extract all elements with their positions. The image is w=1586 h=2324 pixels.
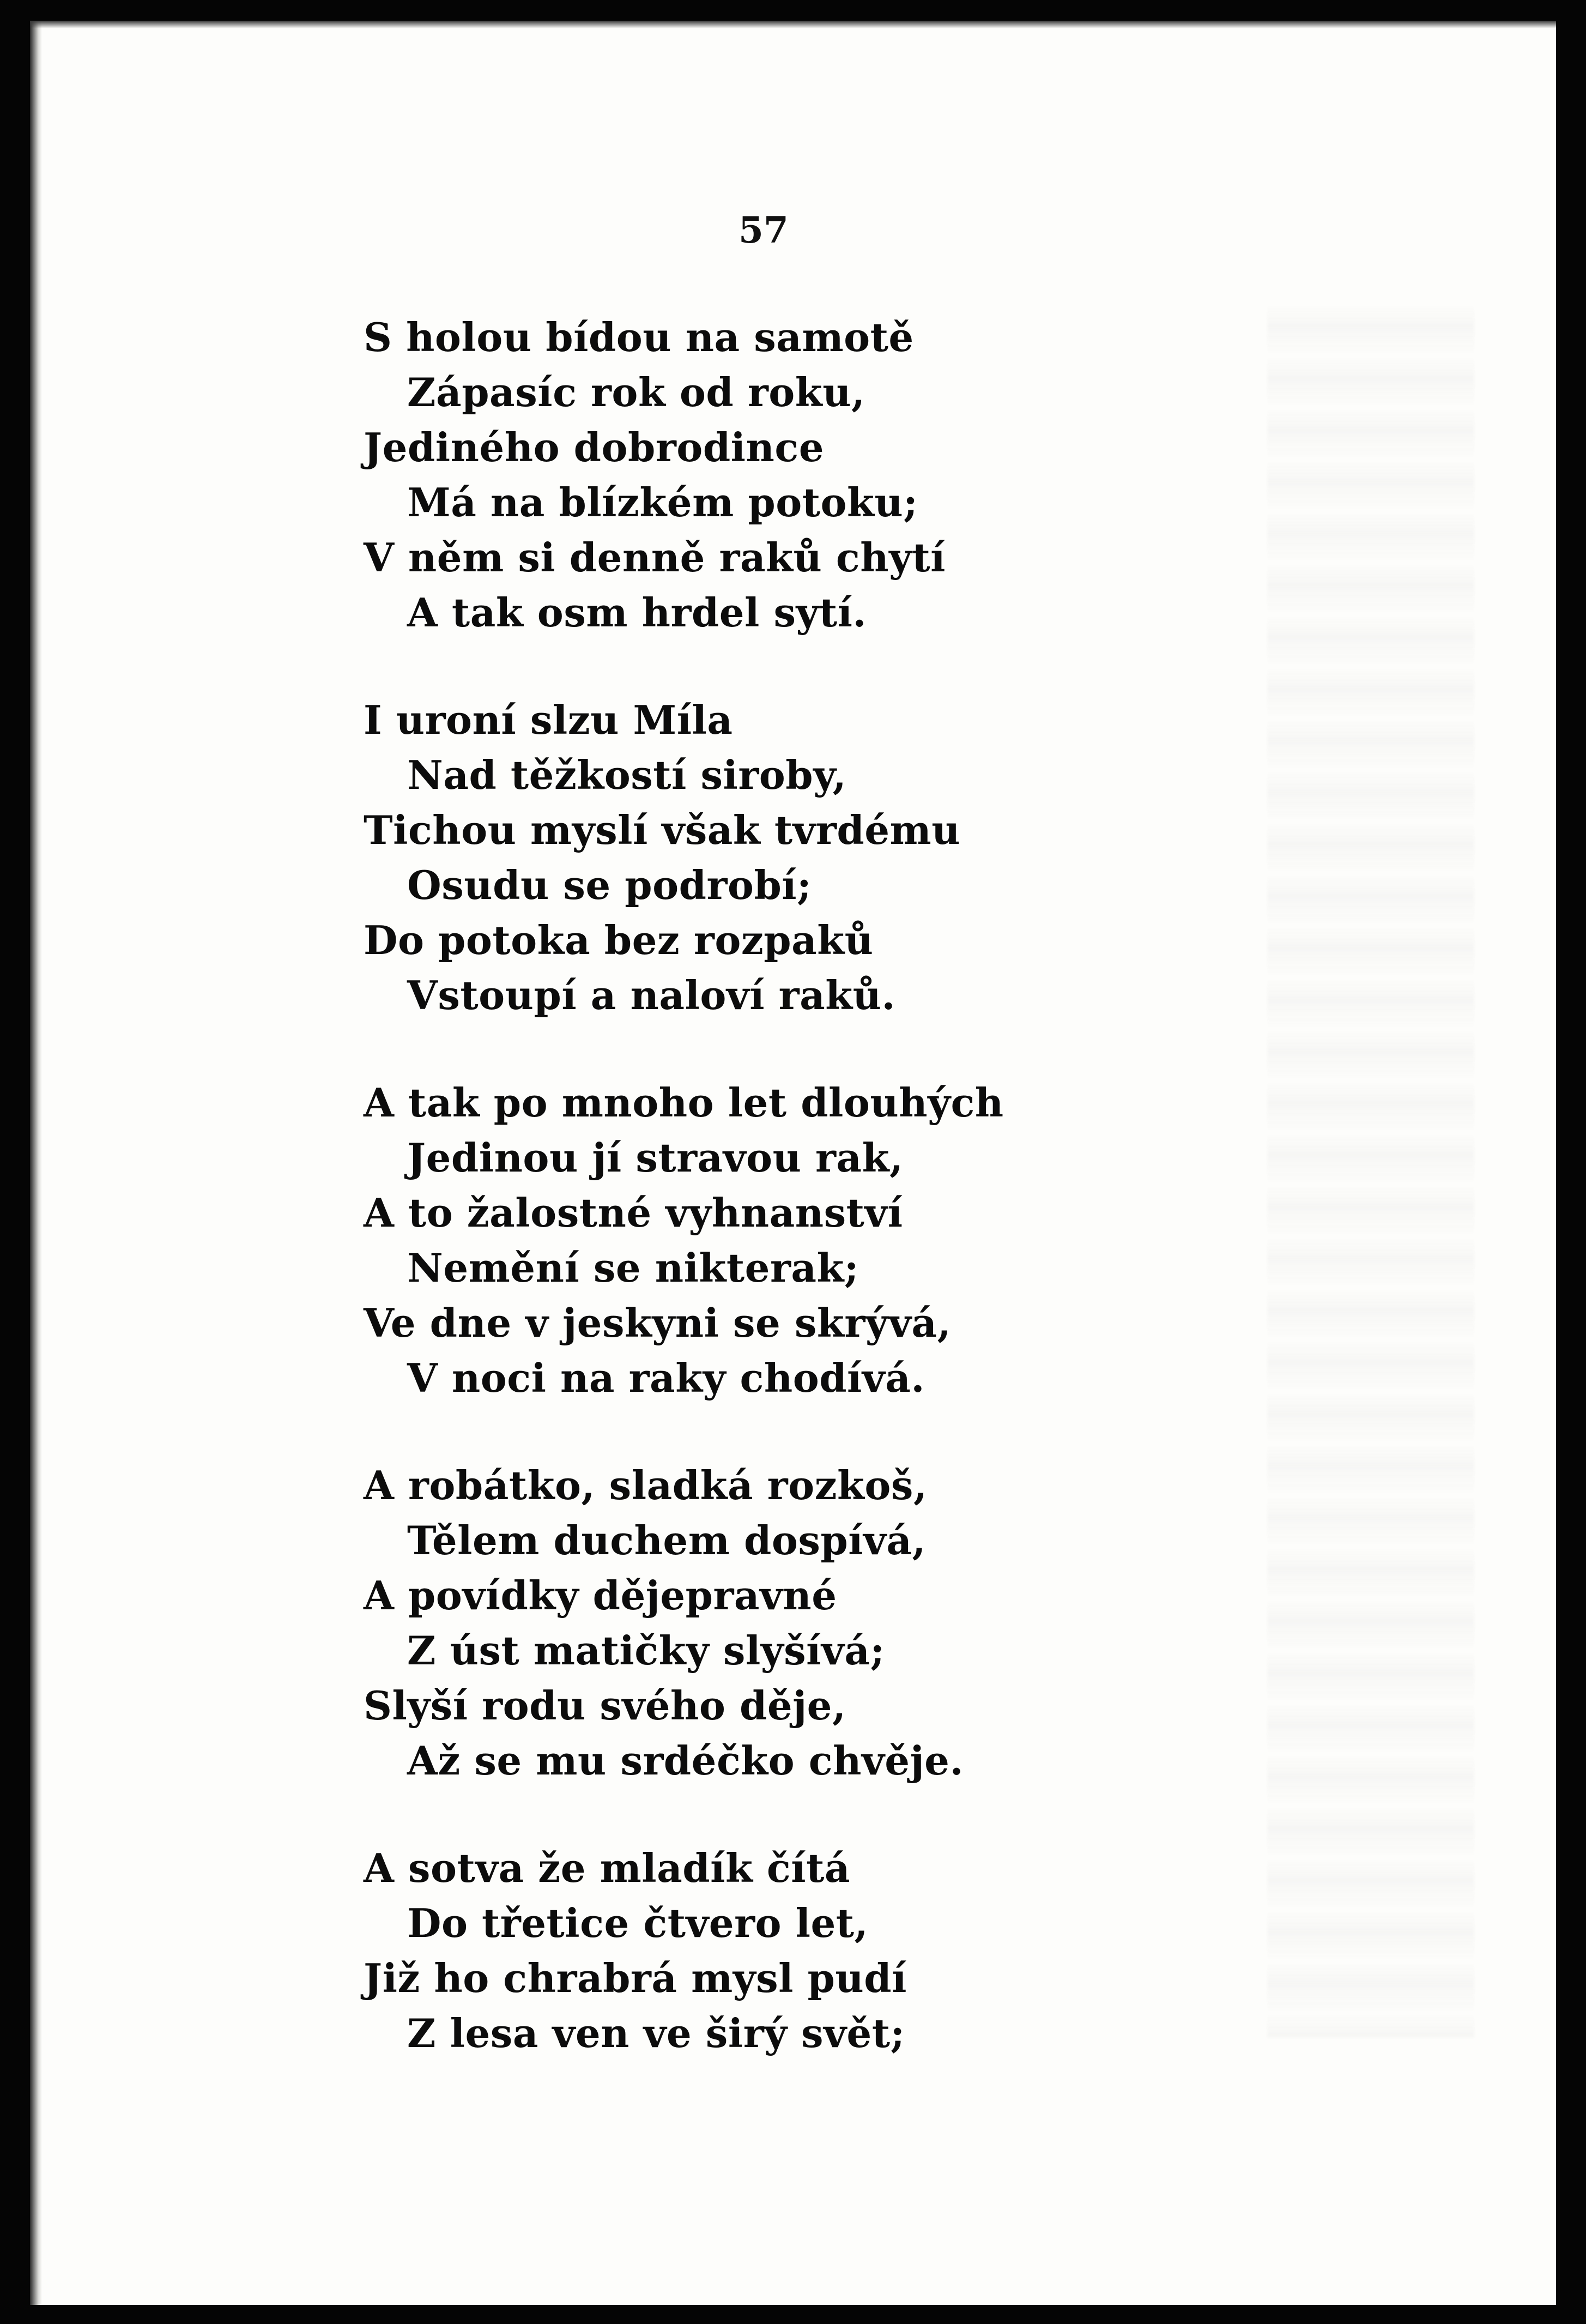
poem-line: Ve dne v jeskyni se skrývá, [364, 1300, 952, 1346]
poem-line: Zápasíc rok od roku, [407, 369, 865, 415]
page-number: 57 [738, 209, 789, 251]
poem-line: Jediného dobrodince [364, 424, 825, 470]
poem-line: A povídky dějepravné [364, 1572, 837, 1619]
poem-line: Tělem duchem dospívá, [407, 1517, 927, 1564]
poem-line: Z lesa ven ve širý svět; [407, 2010, 905, 2056]
stanza-4 [364, 1458, 1399, 1788]
poem-line: Slyší rodu svého děje, [364, 1682, 846, 1729]
binding-shadow [30, 21, 42, 2305]
top-edge-shadow [30, 21, 1556, 28]
poem-line: Jedinou jí stravou rak, [407, 1134, 904, 1181]
stanza-3 [364, 1075, 1399, 1405]
poem-line: Nad těžkostí siroby, [407, 752, 847, 798]
poem-line: V něm si denně raků chytí [364, 534, 946, 581]
poem-line: A sotva že mladík čítá [364, 1845, 850, 1891]
poem-line: V noci na raky chodívá. [407, 1355, 925, 1401]
poem-line: A tak po mnoho let dlouhých [364, 1079, 1004, 1126]
poem-line: Vstoupí a naloví raků. [407, 972, 896, 1018]
poem-line: Osudu se podrobí; [407, 862, 812, 908]
poem-line: Tichou myslí však tvrdému [364, 807, 961, 853]
book-page [30, 21, 1556, 2305]
poem-line: Nemění se nikterak; [407, 1245, 859, 1291]
stanza-5 [364, 1840, 1399, 2061]
poem-line: Do potoka bez rozpaků [364, 917, 874, 963]
poem-line: A robátko, sladká rozkoš, [364, 1462, 928, 1508]
poem-line: Do třetice čtvero let, [407, 1900, 869, 1946]
poem [364, 310, 1399, 2061]
poem-line: I uroní slzu Míla [364, 697, 733, 743]
poem-line: Již ho chrabrá mysl pudí [364, 1955, 907, 2001]
stanza-1 [364, 310, 1399, 640]
stanza-2 [364, 692, 1399, 1023]
poem-line: Z úst matičky slyšívá; [407, 1627, 885, 1674]
poem-line: Až se mu srdéčko chvěje. [407, 1737, 964, 1784]
poem-line: A tak osm hrdel sytí. [407, 589, 867, 636]
poem-line: A to žalostné vyhnanství [364, 1190, 903, 1236]
poem-line: S holou bídou na samotě [364, 314, 914, 360]
poem-line: Má na blízkém potoku; [407, 479, 918, 526]
